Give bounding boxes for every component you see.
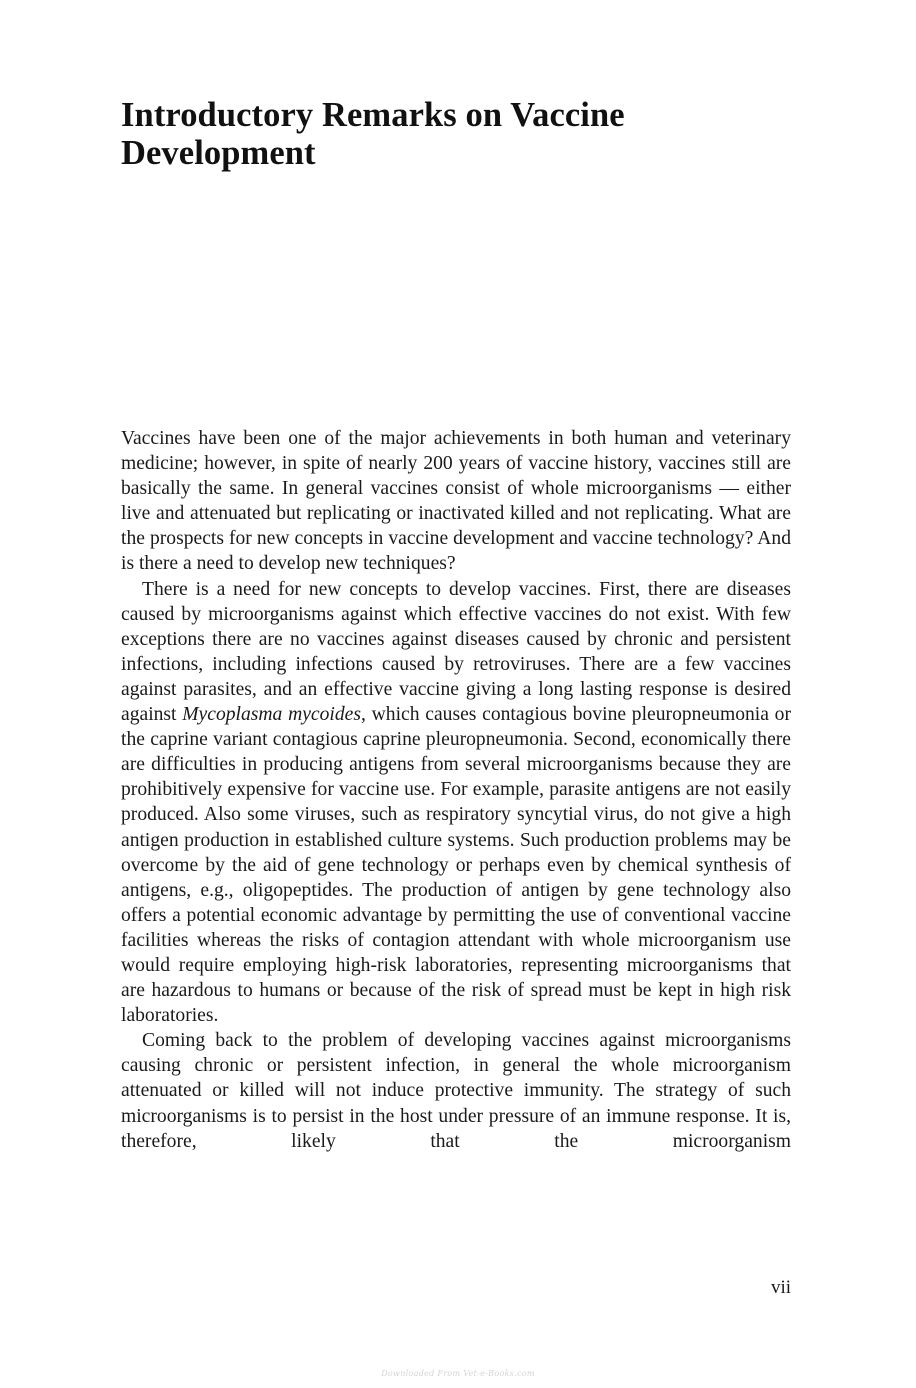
paragraph-2 (121, 577, 791, 1029)
paragraph-2-text-a: There is a need for new concepts to develop vaccines. First, there are diseases caused by microorganisms against which effective vaccines do not exist. With few exceptions there are no vaccines against diseases caused by chronic and persistent infections, including infections caused by retroviruses. There are a few vaccines against parasites, and an effective vaccine giving a long lasting response is desired against (121, 578, 791, 726)
paragraph-1-text: Vaccines have been one of the major achievements in both human and veterinary medicine; however, in spite of nearly 200 years of vaccine history, vaccines still are basically the same. In general vaccines consist of whole microorganisms — either live and attenuated but replicating or inactivated killed and not replicating. What are the prospects for new concepts in vaccine development and vaccine technology? And is there a need to develop new techniques? (121, 428, 791, 575)
paragraph-3-text: Coming back to the problem of developing vaccines against microorganisms causing chronic or persistent infection, in general the whole microorganism attenuated or killed will not induce protective immunity. The strategy of such microorganisms is to persist in the host under pressure of an immune response. It is, therefore, likely that the microorganism (121, 1030, 791, 1152)
paragraph-1 (121, 426, 791, 577)
paragraph-3 (121, 1028, 791, 1153)
species-name-italic: Mycoplasma mycoides (182, 704, 361, 726)
page-number: vii (770, 1277, 791, 1298)
paragraph-2-text-b: , which causes contagious bovine pleuropneumonia or the caprine variant contagious caprine pleuropneumonia. Second, economically there are difficulties in producing antigens from several microorganisms because they are prohibitively expensive for vaccine use. For example, parasite antigens are not easily produced. Also some viruses, such as respiratory syncytial virus, do not give a high antigen production in established culture systems. Such production problems may be overcome by the aid of gene technology or perhaps even by chemical synthesis of antigens, e.g., oligopeptides. The production of antigen by gene technology also offers a potential economic advantage by permitting the use of conventional vaccine facilities whereas the risks of contagion attendant with whole microorganism use would require employing high-risk laboratories, representing microorganisms that are hazardous to humans or because of the risk of spread must be kept in high risk laboratories. (121, 704, 791, 1027)
body-text (121, 426, 791, 1154)
chapter-title: Introductory Remarks on Vaccine Development (121, 96, 625, 172)
watermark-text: Downloaded From Vet-e-Books.com (381, 1369, 535, 1378)
